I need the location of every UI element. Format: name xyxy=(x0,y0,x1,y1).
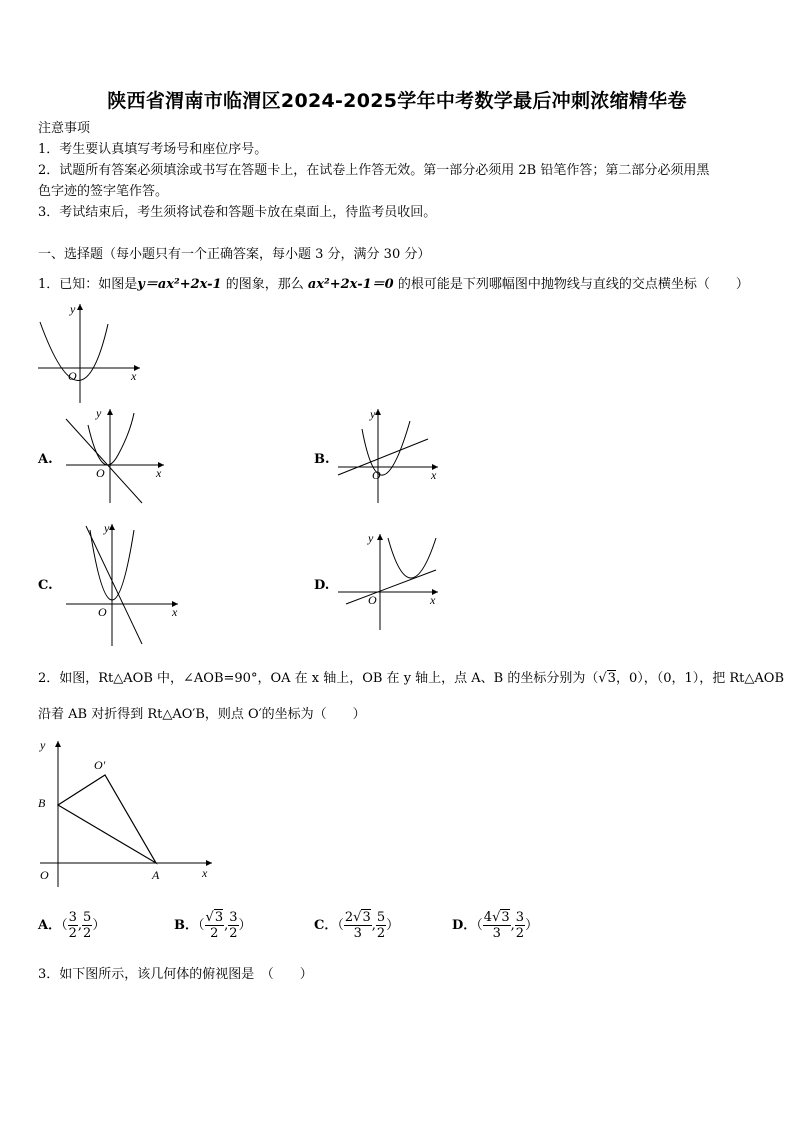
question-2-line-1 xyxy=(38,668,784,689)
q2-option-d[interactable] xyxy=(452,910,538,941)
q1-a-x-label: x xyxy=(156,466,162,480)
q2-d-open: （ xyxy=(476,918,483,933)
q1-text-a: 1．已知：如图是 xyxy=(38,277,138,292)
q2-b-y-num: 3 xyxy=(229,910,238,925)
q2-x-label: x xyxy=(202,866,208,880)
q1-c-y-label: y xyxy=(104,521,110,535)
q2-sqrt-symbol: √ xyxy=(598,671,607,686)
q2-c-close: ） xyxy=(386,918,400,933)
q2-a-label: A xyxy=(152,868,160,882)
q2-oprime-label: O′ xyxy=(94,758,106,772)
q2-d-x-den: 3 xyxy=(492,926,501,941)
q1-option-c-graph[interactable] xyxy=(60,520,185,650)
q2-option-a[interactable] xyxy=(38,910,105,941)
q2-a-x-den: 2 xyxy=(68,926,77,941)
q2-b-y-frac xyxy=(228,910,238,941)
q2-a-sep: , xyxy=(77,918,83,933)
question-1-text xyxy=(38,274,749,295)
section-heading: 一、选择题（每小题只有一个正确答案，每小题 3 分，满分 30 分） xyxy=(38,247,431,262)
q2-a-y-den: 2 xyxy=(83,926,92,941)
q2-o-label: O xyxy=(40,868,49,882)
q2-line-1-text: 2．如图，Rt△AOB 中，∠AOB=90°，OA 在 x 轴上，OB 在 y 轴上，点 A、B 的坐标分别为（ xyxy=(38,671,599,686)
q1-d-y-label: y xyxy=(368,531,374,545)
notice-heading: 注意事项 xyxy=(38,121,91,136)
q2-d-y-num: 3 xyxy=(515,910,525,925)
q1-main-origin-label: O xyxy=(68,369,77,383)
q1-main-y-label: y xyxy=(70,302,76,316)
q2-option-a-label: A． xyxy=(38,918,62,933)
q2-c-x-num: 2√3 xyxy=(344,910,371,925)
q2-b-label: B xyxy=(38,796,46,810)
q2-c-x-num-radicand: 3 xyxy=(362,910,371,925)
q1-formula-2: ax²+2x-1＝0 xyxy=(307,277,394,292)
q2-line-1-end: ，0），（0，1），把 Rt△AOB xyxy=(615,671,785,686)
q2-y-label: y xyxy=(40,738,46,752)
q1-main-x-label: x xyxy=(131,369,137,383)
q2-c-y-frac xyxy=(376,910,386,941)
q2-c-y-num: 5 xyxy=(376,910,386,925)
q2-d-y-den: 2 xyxy=(515,926,525,941)
q2-option-c-label: C． xyxy=(314,918,338,933)
q2-d-y-frac xyxy=(515,910,525,941)
q2-option-b-label: B． xyxy=(174,918,198,933)
q2-d-x-frac xyxy=(483,910,511,941)
q2-b-y-den: 2 xyxy=(229,926,238,941)
q1-a-y-label: y xyxy=(96,406,102,420)
q1-text-c: 的根可能是下列哪幅图中抛物线与直线的交点横坐标（ ） xyxy=(393,277,749,292)
notice-item-1: 1．考生要认真填写考场号和座位序号。 xyxy=(38,142,268,157)
q1-a-origin-label: O xyxy=(96,466,105,480)
notice-item-3: 3．考试结束后，考生须将试卷和答题卡放在桌面上，待监考员收回。 xyxy=(38,205,437,220)
q2-b-open: （ xyxy=(198,918,205,933)
q1-d-x-label: x xyxy=(430,593,436,607)
q1-main-graph xyxy=(36,300,146,405)
q1-d-origin-label: O xyxy=(368,593,377,607)
q2-b-x-num-radicand: 3 xyxy=(214,910,224,925)
q2-c-open: （ xyxy=(337,918,344,933)
question-3-text: 3．如下图所示，该几何体的俯视图是 （ ） xyxy=(38,967,313,982)
notice-item-2-cont: 色字迹的签字笔作答。 xyxy=(38,184,169,199)
q1-option-b-graph[interactable] xyxy=(334,405,444,505)
q2-b-x-frac xyxy=(205,910,225,941)
q2-b-x-num: √3 xyxy=(205,910,224,925)
q1-option-a-label[interactable]: A. xyxy=(38,452,53,467)
q1-option-b-label[interactable]: B. xyxy=(314,452,330,467)
q1-option-d-label[interactable]: D. xyxy=(314,578,330,593)
q2-a-open: （ xyxy=(61,918,68,933)
q2-b-x-den: 2 xyxy=(210,926,219,941)
q2-option-b[interactable] xyxy=(174,910,252,941)
q2-d-x-num: 4√3 xyxy=(483,910,510,925)
q1-option-a-graph[interactable] xyxy=(60,405,170,505)
q2-c-y-den: 2 xyxy=(376,926,386,941)
page-title: 陕西省渭南市临渭区2024-2025学年中考数学最后冲刺浓缩精华卷 xyxy=(107,90,687,112)
q2-d-close: ） xyxy=(525,918,539,933)
q1-option-d-graph[interactable] xyxy=(334,528,449,633)
q2-sqrt-value: 3 xyxy=(607,671,616,686)
q2-a-y-frac xyxy=(82,910,92,941)
q2-c-sep: , xyxy=(371,918,376,933)
q2-c-x-frac xyxy=(344,910,372,941)
q2-d-coef: 4 xyxy=(483,910,493,925)
q2-option-c[interactable] xyxy=(314,910,399,941)
q2-d-sep: , xyxy=(510,918,515,933)
q1-formula-1: y＝ax²+2x-1 xyxy=(137,277,222,292)
q2-d-x-num-radicand: 3 xyxy=(501,910,510,925)
q1-b-origin-label: O xyxy=(372,468,381,482)
q2-c-x-den: 3 xyxy=(353,926,362,941)
q1-b-y-label: y xyxy=(370,407,376,421)
q2-a-close: ） xyxy=(92,918,106,933)
q1-c-origin-label: O xyxy=(98,605,107,619)
question-2-line-2: 沿着 AB 对折得到 Rt△AO′B，则点 O′的坐标为（ ） xyxy=(38,707,366,722)
notice-item-2: 2．试题所有答案必须填涂或书写在答题卡上，在试卷上作答无效。第一部分必须用 2B 铅笔作答；第二部分必须用黑 xyxy=(38,163,710,178)
q2-a-x-num: 3 xyxy=(68,910,77,925)
q2-a-x-frac xyxy=(68,910,78,941)
q2-a-y-num: 5 xyxy=(83,910,92,925)
q2-b-close: ） xyxy=(238,918,252,933)
q1-b-x-label: x xyxy=(431,468,437,482)
q2-b-sep: , xyxy=(224,918,229,933)
q1-text-b: 的图象，那么 xyxy=(221,277,308,292)
q2-c-coef: 2 xyxy=(344,910,354,925)
q1-option-c-label[interactable]: C. xyxy=(38,578,53,593)
q2-triangle-figure xyxy=(34,735,216,890)
q1-c-x-label: x xyxy=(172,605,178,619)
q2-option-d-label: D． xyxy=(452,918,477,933)
